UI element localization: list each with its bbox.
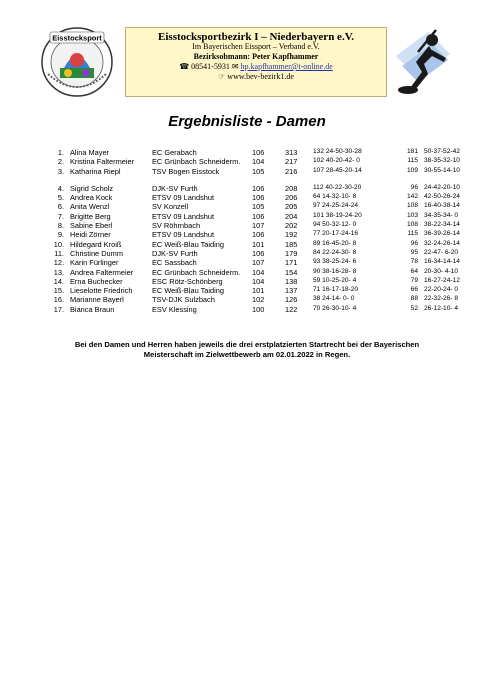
club-cell: TSV-DJK Sulzbach bbox=[152, 295, 215, 305]
phone-number: 08541-5931 bbox=[191, 62, 230, 71]
games-cell: 97 24-25-24-24 bbox=[313, 202, 359, 210]
name-cell: Christine Dumm bbox=[70, 248, 123, 258]
rank-cell: 14. bbox=[53, 276, 64, 286]
extra-cell: 66 bbox=[410, 286, 418, 294]
number-cell: 106 bbox=[252, 248, 265, 258]
rank-cell: 11. bbox=[54, 248, 64, 258]
name-cell: Heidi Zörner bbox=[70, 230, 111, 240]
name-cell: Marianne Bayerl bbox=[70, 295, 124, 305]
points-cell: 122 bbox=[285, 304, 298, 314]
extra-games-cell: 34-35-34- 0 bbox=[424, 211, 459, 219]
extra-cell: 142 bbox=[406, 193, 418, 201]
club-cell: EC Grünbach Schneiderm. bbox=[152, 267, 241, 277]
extra-games-cell: 22-20-24- 0 bbox=[424, 286, 459, 294]
extra-games-cell: 38-35-32-10 bbox=[424, 157, 460, 165]
website-link[interactable]: www.bev-bezirk1.de bbox=[227, 72, 294, 81]
name-cell: Kristina Faltermeier bbox=[70, 157, 135, 167]
name-cell: Lieselotte Friedrich bbox=[70, 286, 133, 296]
rank-cell: 5. bbox=[57, 193, 64, 203]
number-cell: 106 bbox=[252, 230, 265, 240]
extra-games-cell: 30-55-14-10 bbox=[424, 166, 460, 174]
name-cell: Katharina Riepl bbox=[70, 166, 121, 176]
extra-cell: 79 bbox=[410, 276, 418, 284]
games-cell: 93 38-25-24- 6 bbox=[313, 258, 357, 266]
extra-cell: 181 bbox=[406, 148, 418, 155]
name-cell: Erna Buchecker bbox=[70, 276, 123, 286]
club-cell: EC Weiß-Blau Taiding bbox=[152, 239, 225, 249]
club-cell: EC Grünbach Schneiderm. bbox=[152, 157, 241, 167]
email-link[interactable]: hp.kapfhammer@t-online.de bbox=[240, 62, 333, 71]
games-cell: 59 10-25-20- 4 bbox=[313, 276, 357, 284]
points-cell: 171 bbox=[285, 258, 298, 268]
club-cell: EC Weiß-Blau Taiding bbox=[152, 286, 225, 296]
points-cell: 206 bbox=[285, 193, 298, 203]
extra-games-cell: 16-27-24-12 bbox=[424, 276, 460, 284]
extra-cell: 52 bbox=[410, 304, 418, 312]
extra-games-cell: 42-50-26-24 bbox=[424, 193, 460, 201]
email-icon: ✉ bbox=[231, 62, 239, 71]
rank-cell: 7. bbox=[57, 211, 64, 221]
points-cell: 216 bbox=[285, 166, 298, 176]
extra-cell: 96 bbox=[410, 183, 418, 191]
points-cell: 202 bbox=[285, 221, 298, 231]
club-cell: ETSV 09 Landshut bbox=[152, 211, 215, 221]
number-cell: 106 bbox=[252, 211, 265, 221]
extra-cell: 108 bbox=[406, 221, 418, 229]
extra-games-cell: 32-24-26-14 bbox=[424, 239, 460, 247]
extra-cell: 109 bbox=[406, 166, 418, 174]
qualification-note: Bei den Damen und Herren haben jeweils die drei erstplatzierten Startrecht bei der Bayerischen Meisterschaft im Zielwettbewerb am 02.01.2022 in Regen. bbox=[74, 340, 420, 359]
club-cell: DJK-SV Furth bbox=[152, 183, 198, 193]
games-cell: 90 38-16-28- 8 bbox=[313, 267, 357, 275]
logo-text: Eisstocksport bbox=[52, 33, 102, 43]
extra-games-cell: 16-40-38-14 bbox=[424, 202, 460, 210]
name-cell: Anita Wenzl bbox=[70, 202, 110, 212]
number-cell: 101 bbox=[252, 239, 265, 249]
extra-games-cell: 22-47- 6-20 bbox=[424, 248, 459, 256]
number-cell: 106 bbox=[252, 183, 265, 193]
club-cell: SV Röhrnbach bbox=[152, 221, 201, 231]
extra-cell: 64 bbox=[410, 267, 418, 275]
name-cell: Bianca Braun bbox=[70, 304, 115, 314]
pointer-icon: ☞ bbox=[218, 72, 226, 81]
rank-cell: 17. bbox=[53, 304, 64, 314]
points-cell: 192 bbox=[285, 230, 298, 240]
table-row bbox=[52, 295, 459, 305]
rank-cell: 9. bbox=[57, 230, 64, 240]
rank-cell: 4. bbox=[57, 183, 64, 193]
table-row bbox=[52, 248, 459, 258]
points-cell: 138 bbox=[285, 276, 298, 286]
extra-cell: 96 bbox=[410, 239, 418, 247]
extra-games-cell: 38-22-34-14 bbox=[424, 221, 460, 229]
club-cell: ETSV 09 Landshut bbox=[152, 193, 215, 203]
games-cell: 101 38-19-24-20 bbox=[313, 211, 362, 219]
extra-cell: 95 bbox=[410, 248, 418, 256]
table-row bbox=[52, 148, 460, 157]
club-cell: ESV Klessing bbox=[152, 304, 197, 314]
rank-cell: 1. bbox=[57, 148, 64, 157]
extra-cell: 78 bbox=[410, 258, 418, 266]
points-cell: 126 bbox=[285, 295, 298, 305]
name-cell: Andrea Kock bbox=[70, 193, 113, 203]
table-row bbox=[52, 202, 460, 212]
results-table bbox=[52, 148, 460, 314]
extra-games-cell: 24-42-20-10 bbox=[424, 183, 460, 191]
games-cell: 71 16-17-18-20 bbox=[313, 286, 359, 294]
points-cell: 185 bbox=[285, 239, 298, 249]
number-cell: 106 bbox=[252, 193, 265, 203]
games-cell: 77 20-17-24-16 bbox=[313, 230, 359, 238]
number-cell: 100 bbox=[252, 304, 265, 314]
district-officer: Bezirksobmann: Peter Kapfhammer bbox=[193, 52, 319, 61]
bezirk-logo bbox=[40, 26, 114, 98]
number-cell: 101 bbox=[252, 286, 265, 296]
table-row bbox=[52, 193, 460, 203]
rank-cell: 12. bbox=[53, 258, 64, 268]
name-cell: Karin Fürlinger bbox=[70, 258, 119, 268]
rank-cell: 15. bbox=[53, 286, 64, 296]
club-cell: SV Konzell bbox=[152, 202, 189, 212]
extra-games-cell: 20-30- 4-10 bbox=[424, 267, 459, 275]
association-subtitle: Im Bayerischen Eissport – Verband e.V. bbox=[192, 42, 320, 51]
name-cell: Sigrid Scholz bbox=[70, 183, 114, 193]
points-cell: 208 bbox=[285, 183, 298, 193]
number-cell: 107 bbox=[252, 221, 265, 231]
games-cell: 84 22-24-30- 8 bbox=[313, 248, 357, 256]
rank-cell: 10. bbox=[53, 239, 64, 249]
games-cell: 102 40-20-42- 0 bbox=[313, 157, 360, 165]
extra-cell: 108 bbox=[406, 202, 418, 210]
number-cell: 104 bbox=[252, 267, 265, 277]
number-cell: 106 bbox=[252, 148, 265, 157]
table-row bbox=[52, 183, 460, 193]
club-cell: DJK-SV Furth bbox=[152, 248, 198, 258]
name-cell: Alina Mayer bbox=[70, 148, 110, 157]
games-cell: 94 50-32-12- 0 bbox=[313, 221, 357, 229]
table-row bbox=[52, 166, 460, 176]
extra-games-cell: 50-37-52-42 bbox=[424, 148, 460, 155]
curling-player-icon bbox=[388, 26, 454, 98]
phone-icon: ☎ bbox=[179, 62, 190, 71]
number-cell: 107 bbox=[252, 258, 265, 268]
club-cell: EC Gerabach bbox=[152, 148, 197, 157]
rank-cell: 16. bbox=[53, 295, 64, 305]
rank-cell: 13. bbox=[53, 267, 64, 277]
games-cell: 89 16-45-20- 8 bbox=[313, 239, 357, 247]
name-cell: Brigitte Berg bbox=[70, 211, 111, 221]
games-cell: 70 26-30-10- 4 bbox=[313, 304, 357, 312]
rank-cell: 6. bbox=[57, 202, 64, 212]
table-row bbox=[52, 304, 459, 314]
points-cell: 313 bbox=[285, 148, 298, 157]
extra-cell: 115 bbox=[407, 230, 418, 238]
contact-line bbox=[126, 62, 386, 72]
club-cell: TSV Bogen Eisstock bbox=[152, 166, 220, 176]
name-cell: Hildegard Kroiß bbox=[70, 239, 122, 249]
rank-cell: 2. bbox=[57, 157, 64, 167]
table-row bbox=[52, 211, 459, 221]
points-cell: 205 bbox=[285, 202, 298, 212]
page-title: Ergebnisliste - Damen bbox=[168, 113, 326, 130]
extra-cell: 115 bbox=[407, 157, 418, 165]
points-cell: 154 bbox=[285, 267, 298, 277]
name-cell: Sabine Eberl bbox=[70, 221, 113, 231]
games-cell: 112 40-22-30-20 bbox=[313, 183, 362, 191]
extra-games-cell: 36-39-26-14 bbox=[424, 230, 460, 238]
club-cell: ESC Rötz-Schönberg bbox=[152, 276, 223, 286]
games-cell: 107 28-45-20-14 bbox=[313, 166, 362, 174]
games-cell: 132 24-50-30-28 bbox=[313, 148, 362, 155]
rank-cell: 3. bbox=[57, 166, 64, 176]
extra-games-cell: 26-12-10- 4 bbox=[424, 304, 459, 312]
points-cell: 204 bbox=[285, 211, 298, 221]
table-row bbox=[52, 157, 460, 167]
extra-cell: 103 bbox=[406, 211, 418, 219]
club-cell: EC Sassbach bbox=[152, 258, 197, 268]
rank-cell: 8. bbox=[57, 221, 64, 231]
number-cell: 104 bbox=[252, 157, 265, 167]
extra-games-cell: 16-34-14-14 bbox=[424, 258, 460, 266]
games-cell: 38 24-14- 0- 0 bbox=[313, 295, 355, 303]
points-cell: 217 bbox=[285, 157, 298, 167]
games-cell: 64 14-32-10- 8 bbox=[313, 193, 357, 201]
website-line bbox=[126, 72, 386, 82]
association-name: Eisstocksportbezirk I – Niederbayern e.V. bbox=[158, 31, 354, 43]
number-cell: 102 bbox=[252, 295, 265, 305]
points-cell: 137 bbox=[285, 286, 298, 296]
number-cell: 105 bbox=[252, 166, 265, 176]
table-row bbox=[52, 276, 460, 286]
extra-cell: 88 bbox=[410, 295, 418, 303]
table-row bbox=[52, 230, 460, 240]
extra-games-cell: 22-32-26- 8 bbox=[424, 295, 459, 303]
association-header bbox=[125, 27, 387, 97]
table-row bbox=[52, 258, 460, 268]
table-row bbox=[52, 221, 460, 231]
number-cell: 104 bbox=[252, 276, 265, 286]
table-row bbox=[52, 286, 459, 296]
number-cell: 105 bbox=[252, 202, 265, 212]
club-cell: ETSV 09 Landshut bbox=[152, 230, 215, 240]
points-cell: 179 bbox=[285, 248, 298, 258]
table-row bbox=[52, 239, 460, 249]
name-cell: Andrea Faltermeier bbox=[70, 267, 134, 277]
table-row bbox=[52, 267, 459, 277]
